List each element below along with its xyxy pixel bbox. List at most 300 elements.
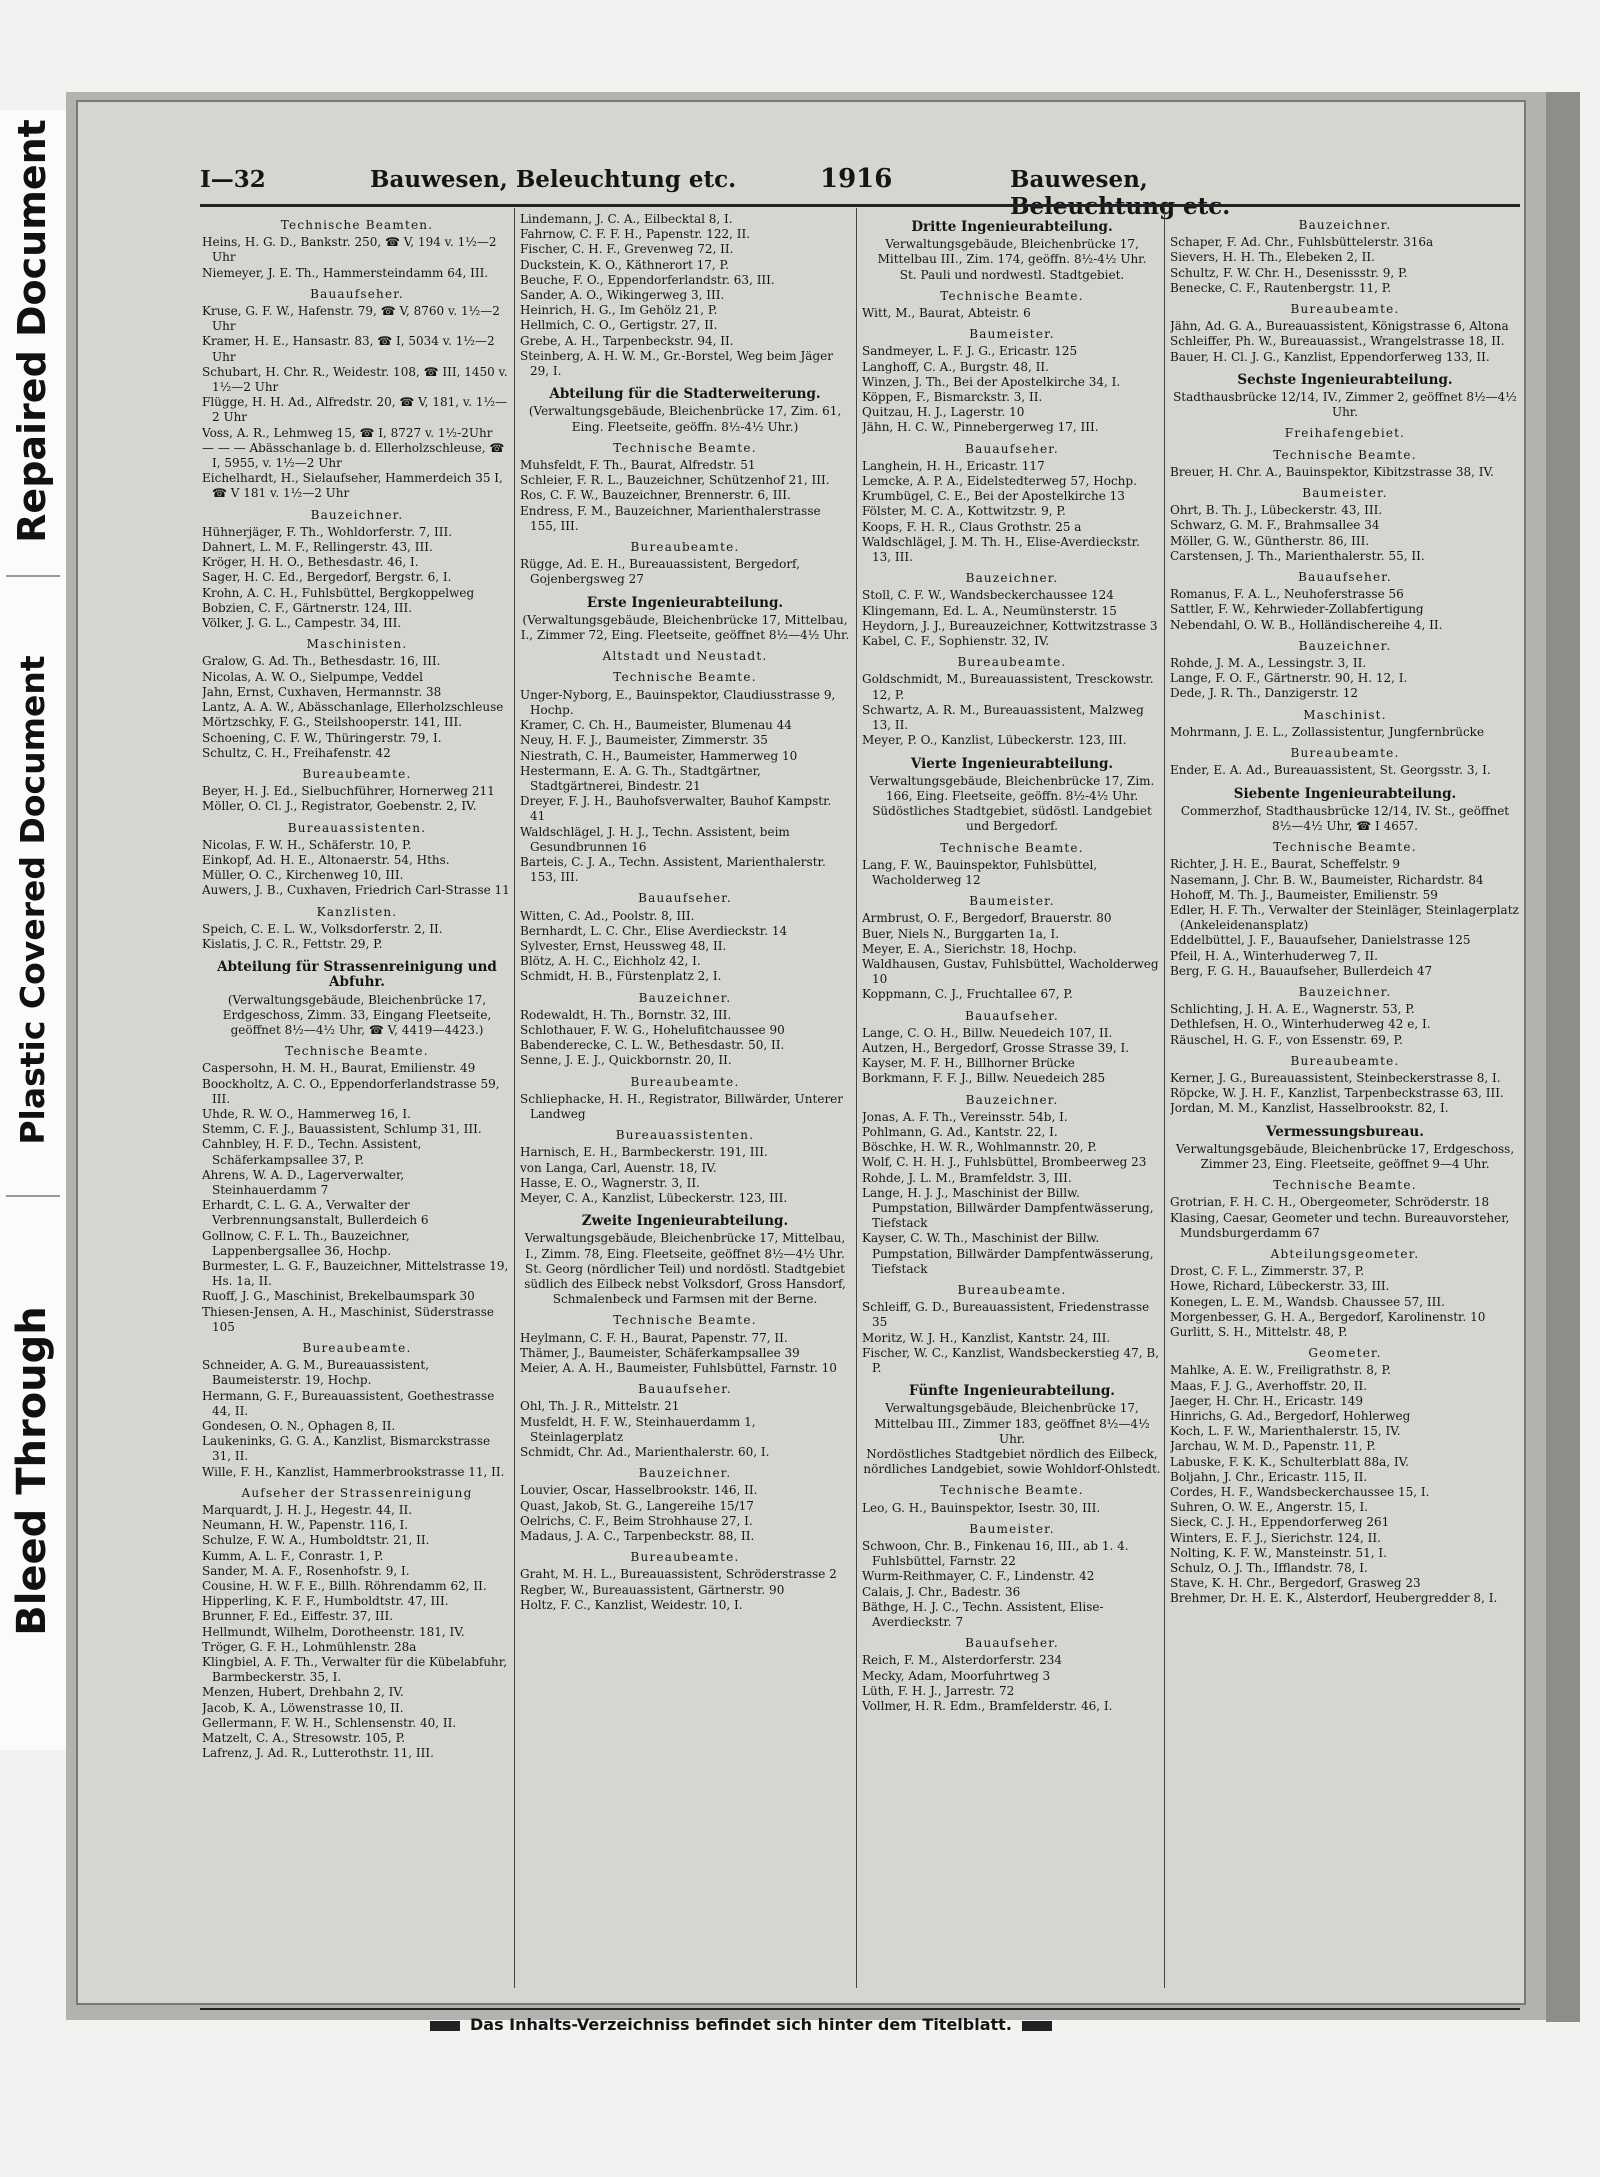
directory-entry: Speich, C. E. L. W., Volksdorferstr. 2, II. xyxy=(202,921,443,936)
directory-column-1 xyxy=(202,212,512,1992)
directory-entry: Kabel, C. F., Sophienstr. 32, IV. xyxy=(862,634,1050,649)
directory-entry: Unger-Nyborg, E., Bauinspektor, Claudiusstrasse 9, Hochp. xyxy=(520,687,836,717)
directory-entry: Pfeil, H. A., Winterhuderweg 7, II. xyxy=(1170,948,1378,963)
directory-entry: Gurlitt, S. H., Mittelstr. 48, P. xyxy=(1170,1325,1348,1339)
header-rule xyxy=(200,204,1520,207)
directory-entry: Nasemann, J. Chr. B. W., Baumeister, Richardstr. 84 xyxy=(1170,872,1484,887)
section-heading: Bauaufseher. xyxy=(310,286,404,301)
section-heading: Technische Beamte. xyxy=(1273,447,1417,462)
directory-entry: Gralow, G. Ad. Th., Bethesdastr. 16, III. xyxy=(202,654,441,669)
directory-entry: Meyer, E. A., Sierichstr. 18, Hochp. xyxy=(862,941,1077,956)
directory-entry: Koch, L. F. W., Marienthalerstr. 15, IV. xyxy=(1170,1424,1401,1439)
department-info: (Verwaltungsgebäude, Bleichenbrücke 17, Erdgeschoss, Zimm. 33, Eingang Fleetseite, geöffnet 8½—4½ Uhr, ☎ V, 4419—4423.) xyxy=(222,992,492,1037)
department-info: St. Pauli und nordwestl. Stadtgebiet. xyxy=(899,267,1125,282)
section-heading: Maschinisten. xyxy=(306,637,408,652)
directory-entry: Hellmundt, Wilhelm, Dorotheenstr. 181, IV. xyxy=(202,1624,465,1639)
department-info: Commerzhof, Stadthausbrücke 12/14, IV. St., geöffnet 8½—4½ Uhr, ☎ I 4657. xyxy=(1180,803,1510,833)
directory-entry: Auwers, J. B., Cuxhaven, Friedrich Carl-Strasse 11 xyxy=(202,883,510,898)
directory-entry: Menzen, Hubert, Drehbahn 2, IV. xyxy=(202,1685,404,1700)
directory-entry: Boljahn, J. Chr., Ericastr. 115, II. xyxy=(1170,1469,1368,1484)
directory-entry: Möller, O. Cl. J., Registrator, Goebenstr. 2, IV. xyxy=(202,799,477,814)
section-heading: Bauaufseher. xyxy=(1298,570,1392,585)
directory-entry: Stemm, C. F. J., Bauassistent, Schlump 31, III. xyxy=(202,1122,482,1137)
directory-entry: Leo, G. H., Bauinspektor, Isestr. 30, III. xyxy=(862,1500,1101,1515)
department-heading: Erste Ingenieurabteilung. xyxy=(586,594,784,611)
directory-entry: Stave, K. H. Chr., Bergedorf, Grasweg 23 xyxy=(1170,1576,1421,1591)
department-heading: Dritte Ingenieurabteilung. xyxy=(911,219,1113,235)
directory-entry: Sylvester, Ernst, Heussweg 48, II. xyxy=(520,938,727,953)
section-heading: Bauzeichner. xyxy=(965,1092,1059,1107)
directory-entry: Pohlmann, G. Ad., Kantstr. 22, I. xyxy=(862,1124,1058,1139)
directory-entry: Uhde, R. W. O., Hammerweg 16, I. xyxy=(202,1106,411,1121)
directory-entry: Hermann, G. F., Bureauassistent, Goethestrasse 44, II. xyxy=(202,1388,495,1418)
department-info: Verwaltungsgebäude, Bleichenbrücke 17, Zim. 166, Eing. Fleetseite, geöffn. 8½-4½ Uhr. xyxy=(869,773,1155,803)
directory-entry: Köppen, F., Bismarckstr. 3, II. xyxy=(862,390,1043,405)
directory-entry: Hohoff, M. Th. J., Baumeister, Emilienstr. 59 xyxy=(1170,887,1438,902)
directory-entry: Caspersohn, H. M. H., Baurat, Emilienstr. 49 xyxy=(202,1061,476,1076)
section-heading: Bureaubeamte. xyxy=(1290,746,1400,761)
directory-entry: Bäthge, H. J. C., Techn. Assistent, Elise-Averdieckstr. 7 xyxy=(862,1599,1104,1630)
section-heading: Baumeister. xyxy=(969,894,1055,909)
directory-entry: Rodewaldt, H. Th., Bornstr. 32, III. xyxy=(520,1007,732,1022)
directory-entry: Thämer, J., Baumeister, Schäferkampsallee 39 xyxy=(520,1345,800,1360)
directory-entry: Morgenbesser, G. H. A., Bergedorf, Karolinenstr. 10 xyxy=(1170,1309,1486,1324)
directory-entry: Witt, M., Baurat, Abteistr. 6 xyxy=(862,306,1031,321)
directory-entry: Borkmann, F. F. J., Billw. Neuedeich 285 xyxy=(862,1071,1106,1086)
directory-entry: Langhein, H. H., Ericastr. 117 xyxy=(862,458,1045,473)
directory-entry: Wille, F. H., Kanzlist, Hammerbrookstrasse 11, II. xyxy=(202,1464,505,1479)
department-info: Verwaltungsgebäude, Bleichenbrücke 17, Mittelbau, I., Zimm. 78, Eing. Fleetseite, geöffnet 8½—4½ Uhr. xyxy=(524,1231,846,1261)
directory-entry: Schulz, O. J. Th., Ifflandstr. 78, I. xyxy=(1170,1561,1368,1576)
directory-entry: Regber, W., Bureauassistent, Gärtnerstr. 90 xyxy=(520,1582,785,1597)
directory-entry: Schwartz, A. R. M., Bureauassistent, Malzweg 13, II. xyxy=(862,702,1144,733)
directory-entry: Gellermann, F. W. H., Schlensenstr. 40, II. xyxy=(202,1715,457,1730)
directory-entry: Kröger, H. H. O., Bethesdastr. 46, I. xyxy=(202,555,419,570)
department-info: Verwaltungsgebäude, Bleichenbrücke 17, Mittelbau III., Zim. 174, geöffn. 8½-4½ Uhr. xyxy=(877,237,1147,267)
department-heading: Vermessungsbureau. xyxy=(1266,1123,1424,1140)
section-heading: Bauaufseher. xyxy=(965,1008,1059,1023)
directory-entry: Schaper, F. Ad. Chr., Fuhlsbüttelerstr. 316a xyxy=(1170,235,1434,250)
directory-entry: Schultz, F. W. Chr. H., Desenissstr. 9, P. xyxy=(1170,265,1408,280)
section-heading: Maschinist. xyxy=(1303,707,1387,722)
section-heading: Bureaubeamte. xyxy=(630,1550,740,1565)
department-info: (Verwaltungsgebäude, Bleichenbrücke 17, Mittelbau, I., Zimmer 72, Eing. Fleetseite, geöffnet 8½—4½ Uhr. xyxy=(520,612,850,643)
directory-entry: Kumm, A. L. F., Conrastr. 1, P. xyxy=(202,1548,384,1563)
directory-entry: — — — Abässchanlage b. d. Ellerholzschleuse, ☎ I, 5955, v. 1½—2 Uhr xyxy=(202,440,505,471)
directory-entry: Dreyer, F. J. H., Bauhofsverwalter, Bauhof Kampstr. 41 xyxy=(520,794,832,824)
directory-entry: Quast, Jakob, St. G., Langereihe 15/17 xyxy=(520,1498,754,1513)
directory-entry: Heins, H. G. D., Bankstr. 250, ☎ V, 194 v. 1½—2 Uhr xyxy=(202,235,497,265)
directory-entry: Möller, G. W., Güntherstr. 86, III. xyxy=(1170,533,1370,548)
directory-entry: Holtz, F. C., Kanzlist, Weidestr. 10, I. xyxy=(520,1597,743,1612)
directory-entry: Oelrichs, C. F., Beim Strohhause 27, I. xyxy=(520,1513,753,1528)
directory-entry: Tröger, G. F. H., Lohmühlenstr. 28a xyxy=(202,1639,417,1654)
directory-entry: Schleier, F. R. L., Bauzeichner, Schützenhof 21, III. xyxy=(520,473,830,488)
department-heading: Zweite Ingenieurabteilung. xyxy=(581,1213,789,1230)
section-heading: Baumeister. xyxy=(1302,486,1388,501)
directory-entry: Waldhausen, Gustav, Fuhlsbüttel, Wacholderweg 10 xyxy=(862,956,1159,987)
directory-entry: Hühnerjäger, F. Th., Wohldorferstr. 7, III. xyxy=(202,524,453,539)
directory-entry: Jacob, K. A., Löwenstrasse 10, II. xyxy=(202,1700,404,1715)
department-heading: Siebente Ingenieurabteilung. xyxy=(1233,785,1457,802)
section-heading: Bureaubeamte. xyxy=(957,1283,1067,1297)
directory-entry: Lange, H. J. J., Maschinist der Billw. Pumpstation, Billwärder Dampfentwässerung, Tiefstack xyxy=(862,1185,1154,1231)
directory-entry: Schliephacke, H. H., Registrator, Billwärder, Unterer Landweg xyxy=(520,1091,844,1121)
department-heading: Sechste Ingenieurabteilung. xyxy=(1237,371,1453,388)
directory-entry: Nicolas, A. W. O., Sielpumpe, Veddel xyxy=(202,669,423,684)
directory-entry: Winters, E. F. J., Sierichstr. 124, II. xyxy=(1170,1530,1381,1545)
column-divider xyxy=(514,208,515,1988)
directory-entry: Musfeldt, H. F. W., Steinhauerdamm 1, Steinlagerplatz xyxy=(520,1414,756,1444)
directory-entry: Schwoon, Chr. B., Finkenau 16, III., ab 1. 4. Fuhlsbüttel, Farnstr. 22 xyxy=(862,1539,1129,1569)
directory-entry: Edler, H. F. Th., Verwalter der Steinläger, Steinlagerplatz (Ankeleidenansplatz) xyxy=(1170,902,1519,933)
pointing-hand-icon xyxy=(1022,2021,1052,2031)
directory-entry: Röpcke, W. J. H. F., Kanzlist, Tarpenbeckstrasse 63, III. xyxy=(1170,1086,1504,1101)
right-running-title: Bauwesen, xyxy=(1010,166,1148,193)
directory-entry: Sievers, H. H. Th., Elebeken 2, II. xyxy=(1170,250,1375,265)
section-heading: Bureauassistenten. xyxy=(615,1128,755,1143)
section-heading: Baumeister. xyxy=(969,327,1055,342)
directory-entry: Kramer, C. Ch. H., Baumeister, Blumenau 44 xyxy=(520,718,792,733)
section-heading: Altstadt und Neustadt. xyxy=(602,649,768,664)
directory-entry: Witten, C. Ad., Poolstr. 8, III. xyxy=(520,908,695,923)
section-heading: Bauzeichner. xyxy=(965,571,1059,586)
directory-entry: Kayser, M. F. H., Billhorner Brücke xyxy=(862,1056,1075,1071)
directory-entry: Wolf, C. H. H. J., Fuhlsbüttel, Brombeerweg 23 xyxy=(862,1155,1147,1170)
section-heading: Bauzeichner. xyxy=(1298,218,1392,232)
directory-entry: Räuschel, H. G. F., von Essenstr. 69, P. xyxy=(1170,1032,1403,1047)
directory-entry: Klingbiel, A. F. Th., Verwalter für die Kübelabfuhr, Barmbeckerstr. 35, I. xyxy=(202,1655,508,1685)
directory-entry: Lafrenz, J. Ad. R., Lutterothstr. 11, III. xyxy=(202,1746,434,1761)
page-header xyxy=(120,160,1320,200)
section-heading: Technische Beamte. xyxy=(613,440,757,455)
directory-entry: Nolting, K. F. W., Mansteinstr. 51, I. xyxy=(1170,1545,1387,1560)
label-repaired-document: Repaired Document xyxy=(10,119,54,543)
directory-entry: Ros, C. F. W., Bauzeichner, Brennerstr. 6, III. xyxy=(520,488,791,503)
section-heading: Bauaufseher. xyxy=(965,441,1059,456)
directory-entry: Bauer, H. Cl. J. G., Kanzlist, Eppendorferweg 133, II. xyxy=(1170,349,1490,364)
directory-entry: Ruoff, J. G., Maschinist, Brekelbaumspark 30 xyxy=(202,1289,475,1304)
directory-entry: Buer, Niels N., Burggarten 1a, I. xyxy=(862,926,1060,941)
section-heading: Bauaufseher. xyxy=(638,891,732,906)
directory-entry: Niestrath, C. H., Baumeister, Hammerweg 10 xyxy=(520,748,798,763)
directory-entry: Bobzien, C. F., Gärtnerstr. 124, III. xyxy=(202,600,413,615)
department-heading: Vierte Ingenieurabteilung. xyxy=(910,755,1114,772)
directory-entry: Voss, A. R., Lehmweg 15, ☎ I, 8727 v. 1½-2Uhr xyxy=(202,425,493,440)
section-heading: Technische Beamte. xyxy=(940,840,1084,855)
directory-entry: Louvier, Oscar, Hasselbrookstr. 146, II. xyxy=(520,1483,758,1498)
directory-entry: Kislatis, J. C. R., Fettstr. 29, P. xyxy=(202,936,383,951)
section-heading: Technische Beamte. xyxy=(940,1483,1084,1498)
directory-entry: Jahn, Ernst, Cuxhaven, Hermannstr. 38 xyxy=(202,684,442,699)
directory-entry: Lantz, A. A. W., Abässchanlage, Ellerholzschleuse xyxy=(202,700,504,715)
section-heading: Baumeister. xyxy=(969,1521,1055,1536)
directory-entry: Sandmeyer, L. F. J. G., Ericastr. 125 xyxy=(862,344,1078,359)
directory-entry: Grebe, A. H., Tarpenbeckstr. 94, II. xyxy=(520,333,734,348)
directory-entry: Rohde, J. L. M., Bramfeldstr. 3, III. xyxy=(862,1170,1072,1185)
directory-entry: Cahnbley, H. F. D., Techn. Assistent, Schäferkampsallee 37, P. xyxy=(202,1137,422,1167)
directory-entry: Moritz, W. J. H., Kanzlist, Kantstr. 24, III. xyxy=(862,1330,1111,1345)
section-heading: Bureaubeamte. xyxy=(1290,302,1400,317)
section-heading: Bureaubeamte. xyxy=(957,655,1067,670)
section-heading: Kanzlisten. xyxy=(316,904,398,919)
directory-entry: Ohrt, B. Th. J., Lübeckerstr. 43, III. xyxy=(1170,503,1383,518)
directory-entry: Beuche, F. O., Eppendorferlandstr. 63, III. xyxy=(520,272,775,287)
directory-entry: Erhardt, C. L. G. A., Verwalter der Verbrennungsanstalt, Bullerdeich 6 xyxy=(202,1198,429,1228)
directory-entry: Hellmich, C. O., Gertigstr. 27, II. xyxy=(520,318,718,333)
directory-entry: Böschke, H. W. R., Wohlmannstr. 20, P. xyxy=(862,1140,1097,1155)
directory-entry: Graht, M. H. L., Bureauassistent, Schröderstrasse 2 xyxy=(520,1567,837,1582)
directory-entry: Laukeninks, G. G. A., Kanzlist, Bismarckstrasse 31, II. xyxy=(202,1434,491,1464)
directory-entry: Schulze, F. W. A., Humboldtstr. 21, II. xyxy=(202,1533,430,1548)
section-heading: Bureauassistenten. xyxy=(287,820,427,835)
directory-entry: Lindemann, J. C. A., Eilbecktal 8, I. xyxy=(520,212,733,226)
directory-entry: Reich, F. M., Alsterdorferstr. 234 xyxy=(862,1653,1063,1668)
directory-entry: Rohde, J. M. A., Lessingstr. 3, II. xyxy=(1170,656,1367,671)
directory-entry: Lange, F. O. F., Gärtnerstr. 90, H. 12, I. xyxy=(1170,671,1408,686)
directory-entry: Burmester, L. G. F., Bauzeichner, Mittelstrasse 19, Hs. 1a, II. xyxy=(202,1259,509,1289)
directory-entry: Thiesen-Jensen, A. H., Maschinist, Süderstrasse 105 xyxy=(202,1304,494,1334)
directory-entry: Cordes, H. F., Wandsbeckerchaussee 15, I. xyxy=(1170,1485,1430,1500)
department-heading: Abteilung für die Stadterweiterung. xyxy=(549,386,821,403)
directory-entry: Jähn, H. C. W., Pinnebergerweg 17, III. xyxy=(862,420,1099,435)
directory-entry: Armbrust, O. F., Bergedorf, Brauerstr. 80 xyxy=(862,911,1112,926)
directory-entry: Niemeyer, J. E. Th., Hammersteindamm 64, III. xyxy=(202,265,489,280)
section-heading: Bauzeichner. xyxy=(1298,638,1392,653)
footer-rule xyxy=(200,2008,1520,2010)
directory-entry: Völker, J. G. L., Campestr. 34, III. xyxy=(202,616,402,631)
directory-entry: Lange, C. O. H., Billw. Neuedeich 107, II. xyxy=(862,1025,1113,1040)
section-heading: Technische Beamte. xyxy=(613,670,757,685)
directory-entry: Meyer, P. O., Kanzlist, Lübeckerstr. 123, III. xyxy=(862,733,1127,748)
directory-entry: Kayser, C. W. Th., Maschinist der Billw. Pumpstation, Billwärder Dampfentwässerung, Tiefstack xyxy=(862,1231,1154,1276)
directory-entry: Müller, O. C., Kirchenweg 10, III. xyxy=(202,868,404,883)
directory-entry: Beyer, H. J. Ed., Sielbuchführer, Hornerweg 211 xyxy=(202,784,495,799)
directory-entry: Schleiff, G. D., Bureauassistent, Friedenstrasse 35 xyxy=(862,1300,1150,1330)
directory-entry: Schubart, H. Chr. R., Weidestr. 108, ☎ III, 1450 v. 1½—2 Uhr xyxy=(202,364,508,395)
directory-entry: Waldschlägel, J. M. Th. H., Elise-Averdieckstr. 13, III. xyxy=(862,534,1140,565)
directory-entry: Kruse, G. F. W., Hafenstr. 79, ☎ V, 8760 v. 1½—2 Uhr xyxy=(202,304,500,334)
directory-entry: Fischer, W. C., Kanzlist, Wandsbeckerstieg 47, B, P. xyxy=(862,1345,1160,1376)
directory-entry: Drost, C. F. L., Zimmerstr. 37, P. xyxy=(1170,1264,1365,1279)
directory-entry: Koppmann, C. J., Fruchtallee 67, P. xyxy=(862,987,1073,1002)
section-heading: Bauaufseher. xyxy=(965,1636,1059,1651)
directory-entry: Klingemann, Ed. L. A., Neumünsterstr. 15 xyxy=(862,603,1117,618)
directory-entry: Cousine, H. W. F. E., Billh. Röhrendamm 62, II. xyxy=(202,1579,487,1594)
directory-entry: Sager, H. C. Ed., Bergedorf, Bergstr. 6, I. xyxy=(202,570,452,585)
directory-entry: Krumbügel, C. E., Bei der Apostelkirche 13 xyxy=(862,489,1125,504)
label-bleed-through: Bleed Through xyxy=(9,1306,55,1636)
directory-entry: Heydorn, J. J., Bureauzeichner, Kottwitzstrasse 3 xyxy=(862,618,1158,633)
section-heading: Technische Beamte. xyxy=(940,288,1084,303)
section-heading: Freihafengebiet. xyxy=(1284,426,1406,441)
directory-entry: Langhoff, C. A., Burgstr. 48, II. xyxy=(862,359,1049,374)
department-info: (Verwaltungsgebäude, Bleichenbrücke 17, Zim. 61, Eing. Fleetseite, geöffn. 8½-4½ Uhr.) xyxy=(528,404,842,434)
directory-entry: Heinrich, H. G., Im Gehölz 21, P. xyxy=(520,303,718,318)
directory-column-4 xyxy=(1170,212,1520,1992)
column-divider xyxy=(856,208,857,1988)
directory-entry: Endress, F. M., Bauzeichner, Marienthalerstrasse 155, III. xyxy=(520,503,821,533)
directory-entry: Schwarz, G. M. F., Brahmsallee 34 xyxy=(1170,518,1380,533)
directory-entry: von Langa, Carl, Auenstr. 18, IV. xyxy=(520,1160,717,1175)
section-heading: Bureaubeamte. xyxy=(630,1074,740,1089)
directory-entry: Winzen, J. Th., Bei der Apostelkirche 34, I. xyxy=(862,374,1121,389)
directory-entry: Eddelbüttel, J. F., Bauaufseher, Danielstrasse 125 xyxy=(1170,933,1471,948)
directory-entry: Eichelhardt, H., Sielaufseher, Hammerdeich 35 I, ☎ V 181 v. 1½—2 Uhr xyxy=(202,471,503,501)
directory-entry: Blötz, A. H. C., Eichholz 42, I. xyxy=(520,954,701,969)
section-heading: Aufseher der Strassenreinigung xyxy=(241,1485,473,1500)
directory-entry: Meyer, C. A., Kanzlist, Lübeckerstr. 123, III. xyxy=(520,1190,788,1205)
directory-entry: Jonas, A. F. Th., Vereinsstr. 54b, I. xyxy=(862,1109,1068,1124)
directory-entry: Heylmann, C. F. H., Baurat, Papenstr. 77, II. xyxy=(520,1330,788,1345)
directory-entry: Schmidt, H. B., Fürstenplatz 2, I. xyxy=(520,969,722,984)
directory-entry: Mohrmann, J. E. L., Zollassistentur, Jungfernbrücke xyxy=(1170,724,1485,739)
directory-entry: Ahrens, W. A. D., Lagerverwalter, Steinhauerdamm 7 xyxy=(202,1167,405,1197)
directory-entry: Fischer, C. H. F., Grevenweg 72, II. xyxy=(520,242,734,257)
directory-entry: Lüth, F. H. J., Jarrestr. 72 xyxy=(862,1683,1015,1698)
footer-note: Das Inhalts-Verzeichniss befindet sich hinter dem Titelblatt. xyxy=(470,2015,1012,2034)
directory-column-3 xyxy=(862,212,1162,1992)
directory-entry: Sander, A. O., Wikingerweg 3, III. xyxy=(520,288,725,303)
directory-entry: Kramer, H. E., Hansastr. 83, ☎ I, 5034 v. 1½—2 Uhr xyxy=(202,334,495,364)
directory-entry: Lemcke, A. P. A., Eidelstedterweg 57, Hochp. xyxy=(862,474,1137,489)
document-sidebar xyxy=(0,110,66,1750)
directory-entry: Schultz, C. H., Freihafenstr. 42 xyxy=(202,745,391,760)
directory-entry: Bernhardt, L. C. Chr., Elise Averdieckstr. 14 xyxy=(520,923,788,938)
directory-entry: Quitzau, H. J., Lagerstr. 10 xyxy=(862,405,1025,420)
directory-entry: Sieck, C. J. H., Eppendorferweg 261 xyxy=(1170,1515,1390,1530)
pointing-hand-icon xyxy=(430,2021,460,2031)
section-heading: Technische Beamte. xyxy=(285,1044,429,1059)
directory-entry: Hipperling, K. F. F., Humboldtstr. 47, III. xyxy=(202,1594,449,1609)
directory-entry: Harnisch, E. H., Barmbeckerstr. 191, III. xyxy=(520,1145,768,1160)
directory-entry: Labuske, F. K. K., Schulterblatt 88a, IV. xyxy=(1170,1454,1409,1469)
directory-entry: Nicolas, F. W. H., Schäferstr. 10, P. xyxy=(202,837,412,852)
directory-entry: Neuy, H. F. J., Baumeister, Zimmerstr. 35 xyxy=(520,733,768,748)
year: 1916 xyxy=(820,164,893,194)
directory-entry: Flügge, H. H. Ad., Alfredstr. 20, ☎ V, 181, v. 1½—2 Uhr xyxy=(202,395,508,425)
section-heading: Technische Beamte. xyxy=(613,1313,757,1328)
directory-entry: Schlothauer, F. W. G., Hohelufitchaussee 90 xyxy=(520,1022,785,1037)
page-footer xyxy=(420,2015,1400,2034)
directory-entry: Konegen, L. E. M., Wandsb. Chaussee 57, III. xyxy=(1170,1294,1445,1309)
directory-entry: Dahnert, L. M. F., Rellingerstr. 43, III. xyxy=(202,540,433,555)
directory-entry: Suhren, O. W. E., Angerstr. 15, I. xyxy=(1170,1500,1369,1515)
directory-entry: Schlichting, J. H. A. E., Wagnerstr. 53, P. xyxy=(1170,1002,1415,1017)
section-heading: Bauzeichner. xyxy=(310,507,404,522)
directory-entry: Neumann, H. W., Papenstr. 116, I. xyxy=(202,1518,409,1533)
department-info: St. Georg (nördlicher Teil) und nordöstl. Stadtgebiet südlich des Eilbeck nebst Volksdorf, Gross Hansdorf, Schmalenbeck und Farmsen mit der Berne. xyxy=(524,1261,846,1307)
directory-entry: Sattler, F. W., Kehrwieder-Zollabfertigung xyxy=(1170,602,1424,617)
directory-entry: Fahrnow, C. F. F. H., Papenstr. 122, II. xyxy=(520,227,751,242)
directory-entry: Kerner, J. G., Bureauassistent, Steinbeckerstrasse 8, I. xyxy=(1170,1070,1501,1085)
directory-entry: Fölster, M. C. A., Kottwitzstr. 9, P. xyxy=(862,504,1066,519)
section-heading: Bauaufseher. xyxy=(638,1382,732,1397)
directory-entry: Romanus, F. A. L., Neuhoferstrasse 56 xyxy=(1170,587,1404,602)
directory-entry: Jarchau, W. M. D., Papenstr. 11, P. xyxy=(1170,1439,1376,1454)
directory-entry: Vollmer, H. R. Edm., Bramfelderstr. 46, I. xyxy=(862,1699,1113,1714)
directory-entry: Boockholtz, A. C. O., Eppendorferlandstrasse 59, III. xyxy=(202,1076,500,1106)
section-heading: Technische Beamte. xyxy=(1273,1178,1417,1193)
section-heading: Bureaubeamte. xyxy=(302,1341,412,1356)
section-heading: Bureaubeamte. xyxy=(302,766,412,781)
directory-entry: Sander, M. A. F., Rosenhofstr. 9, I. xyxy=(202,1563,410,1578)
directory-entry: Berg, F. G. H., Bauaufseher, Bullerdeich 47 xyxy=(1170,963,1433,978)
directory-entry: Muhsfeldt, F. Th., Baurat, Alfredstr. 51 xyxy=(520,458,756,473)
directory-entry: Dethlefsen, H. O., Winterhuderweg 42 e, I. xyxy=(1170,1017,1431,1032)
directory-entry: Madaus, J. A. C., Tarpenbeckstr. 88, II. xyxy=(520,1529,755,1544)
directory-entry: Matzelt, C. A., Stresowstr. 105, P. xyxy=(202,1731,406,1746)
directory-entry: Einkopf, Ad. H. E., Altonaerstr. 54, Hths. xyxy=(202,852,450,867)
directory-entry: Benecke, C. F., Rautenbergstr. 11, P. xyxy=(1170,280,1392,295)
directory-entry: Schneider, A. G. M., Bureauassistent, Baumeisterstr. 19, Hochp. xyxy=(202,1358,430,1388)
directory-entry: Steinberg, A. H. W. M., Gr.-Borstel, Weg beim Jäger 29, I. xyxy=(520,348,833,379)
section-heading: Geometer. xyxy=(1308,1346,1382,1361)
directory-entry: Waldschlägel, J. H. J., Techn. Assistent, beim Gesundbrunnen 16 xyxy=(520,824,790,854)
section-heading: Bureaubeamte. xyxy=(630,540,740,555)
directory-entry: Schleiffer, Ph. W., Bureauassist., Wrangelstrasse 18, II. xyxy=(1170,334,1505,349)
directory-entry: Babenderecke, C. L. W., Bethesdastr. 50, II. xyxy=(520,1038,785,1053)
directory-entry: Goldschmidt, M., Bureauassistent, Tresckowstr. 12, P. xyxy=(862,672,1154,702)
directory-entry: Mahlke, A. E. W., Freiligrathstr. 8, P. xyxy=(1170,1363,1391,1378)
directory-entry: Gollnow, C. F. L. Th., Bauzeichner, Lappenbergsallee 36, Hochp. xyxy=(202,1228,410,1258)
department-info: Verwaltungsgebäude, Bleichenbrücke 17, Erdgeschoss, Zimmer 23, Eing. Fleetseite, geöffnet 9—4 Uhr. xyxy=(1175,1141,1515,1171)
directory-entry: Nebendahl, O. W. B., Holländischereihe 4, II. xyxy=(1170,617,1443,632)
directory-entry: Senne, J. E. J., Quickbornstr. 20, II. xyxy=(520,1053,732,1068)
directory-entry: Meier, A. A. H., Baumeister, Fuhlsbüttel, Farnstr. 10 xyxy=(520,1361,837,1376)
department-info: Stadthausbrücke 12/14, IV., Zimmer 2, geöffnet 8½—4½ Uhr. xyxy=(1173,390,1517,420)
directory-entry: Schmidt, Chr. Ad., Marienthalerstr. 60, I. xyxy=(520,1445,770,1460)
directory-entry: Ender, E. A. Ad., Bureauassistent, St. Georgsstr. 3, I. xyxy=(1170,763,1491,778)
section-heading: Bauzeichner. xyxy=(638,1466,732,1481)
section-heading: Bauzeichner. xyxy=(638,990,732,1005)
directory-entry: Gondesen, O. N., Ophagen 8, II. xyxy=(202,1419,396,1434)
directory-entry: Howe, Richard, Lübeckerstr. 33, III. xyxy=(1170,1279,1390,1294)
directory-entry: Autzen, H., Bergedorf, Grosse Strasse 39, I. xyxy=(862,1040,1130,1055)
department-info: Nordöstliches Stadtgebiet nördlich des Eilbeck, nördliches Landgebiet, sowie Wohldorf-Ohlstedt. xyxy=(863,1447,1161,1477)
directory-entry: Breuer, H. Chr. A., Bauinspektor, Kibitzstrasse 38, IV. xyxy=(1170,464,1494,479)
directory-entry: Koops, F. H. R., Claus Grothstr. 25 a xyxy=(862,519,1082,534)
directory-entry: Lang, F. W., Bauinspektor, Fuhlsbüttel, Wacholderweg 12 xyxy=(862,857,1098,887)
directory-entry: Jähn, Ad. G. A., Bureauassistent, Königstrasse 6, Altona xyxy=(1170,319,1509,334)
directory-entry: Marquardt, J. H. J., Hegestr. 44, II. xyxy=(202,1503,413,1518)
directory-entry: Jaeger, H. Chr. H., Ericastr. 149 xyxy=(1170,1393,1363,1408)
section-heading: Technische Beamten. xyxy=(280,218,434,232)
directory-entry: Krohn, A. C. H., Fuhlsbüttel, Bergkoppelweg xyxy=(202,585,475,600)
left-running-title: Bauwesen, Beleuchtung etc. xyxy=(370,166,737,193)
directory-entry: Schoening, C. F. W., Thüringerstr. 79, I. xyxy=(202,730,442,745)
label-plastic-covered-document: Plastic Covered Document xyxy=(13,655,52,1145)
department-heading: Abteilung für Strassenreinigung und Abfuhr. xyxy=(217,959,497,991)
page-number: I—32 xyxy=(200,166,266,193)
directory-entry: Stoll, C. F. W., Wandsbeckerchaussee 124 xyxy=(862,588,1114,603)
directory-entry: Brunner, F. Ed., Eiffestr. 37, III. xyxy=(202,1609,394,1624)
directory-entry: Hestermann, E. A. G. Th., Stadtgärtner, Stadtgärtnerei, Bindestr. 21 xyxy=(520,763,761,793)
directory-entry: Hasse, E. O., Wagnerstr. 3, II. xyxy=(520,1175,700,1190)
directory-entry: Ohl, Th. J. R., Mittelstr. 21 xyxy=(520,1399,680,1414)
directory-entry: Klasing, Caesar, Geometer und techn. Bureauvorsteher, Mundsburgerdamm 67 xyxy=(1170,1210,1510,1240)
section-heading: Bauzeichner. xyxy=(1298,984,1392,999)
directory-entry: Dede, J. R. Th., Danzigerstr. 12 xyxy=(1170,686,1358,701)
section-heading: Bureaubeamte. xyxy=(1290,1053,1400,1068)
directory-entry: Barteis, C. J. A., Techn. Assistent, Marienthalerstr. 153, III. xyxy=(520,854,826,885)
directory-entry: Grotrian, F. H. C. H., Obergeometer, Schröderstr. 18 xyxy=(1170,1195,1490,1210)
department-info: Verwaltungsgebäude, Bleichenbrücke 17, Mittelbau III., Zimmer 183, geöffnet 8½—4½ Uhr. xyxy=(874,1401,1150,1446)
section-heading: Technische Beamte. xyxy=(1273,840,1417,855)
directory-entry: Wurm-Reithmayer, C. F., Lindenstr. 42 xyxy=(862,1569,1095,1584)
page-edge xyxy=(1546,92,1580,2022)
directory-entry: Rügge, Ad. E. H., Bureauassistent, Bergedorf, Gojenbergsweg 27 xyxy=(520,557,800,587)
